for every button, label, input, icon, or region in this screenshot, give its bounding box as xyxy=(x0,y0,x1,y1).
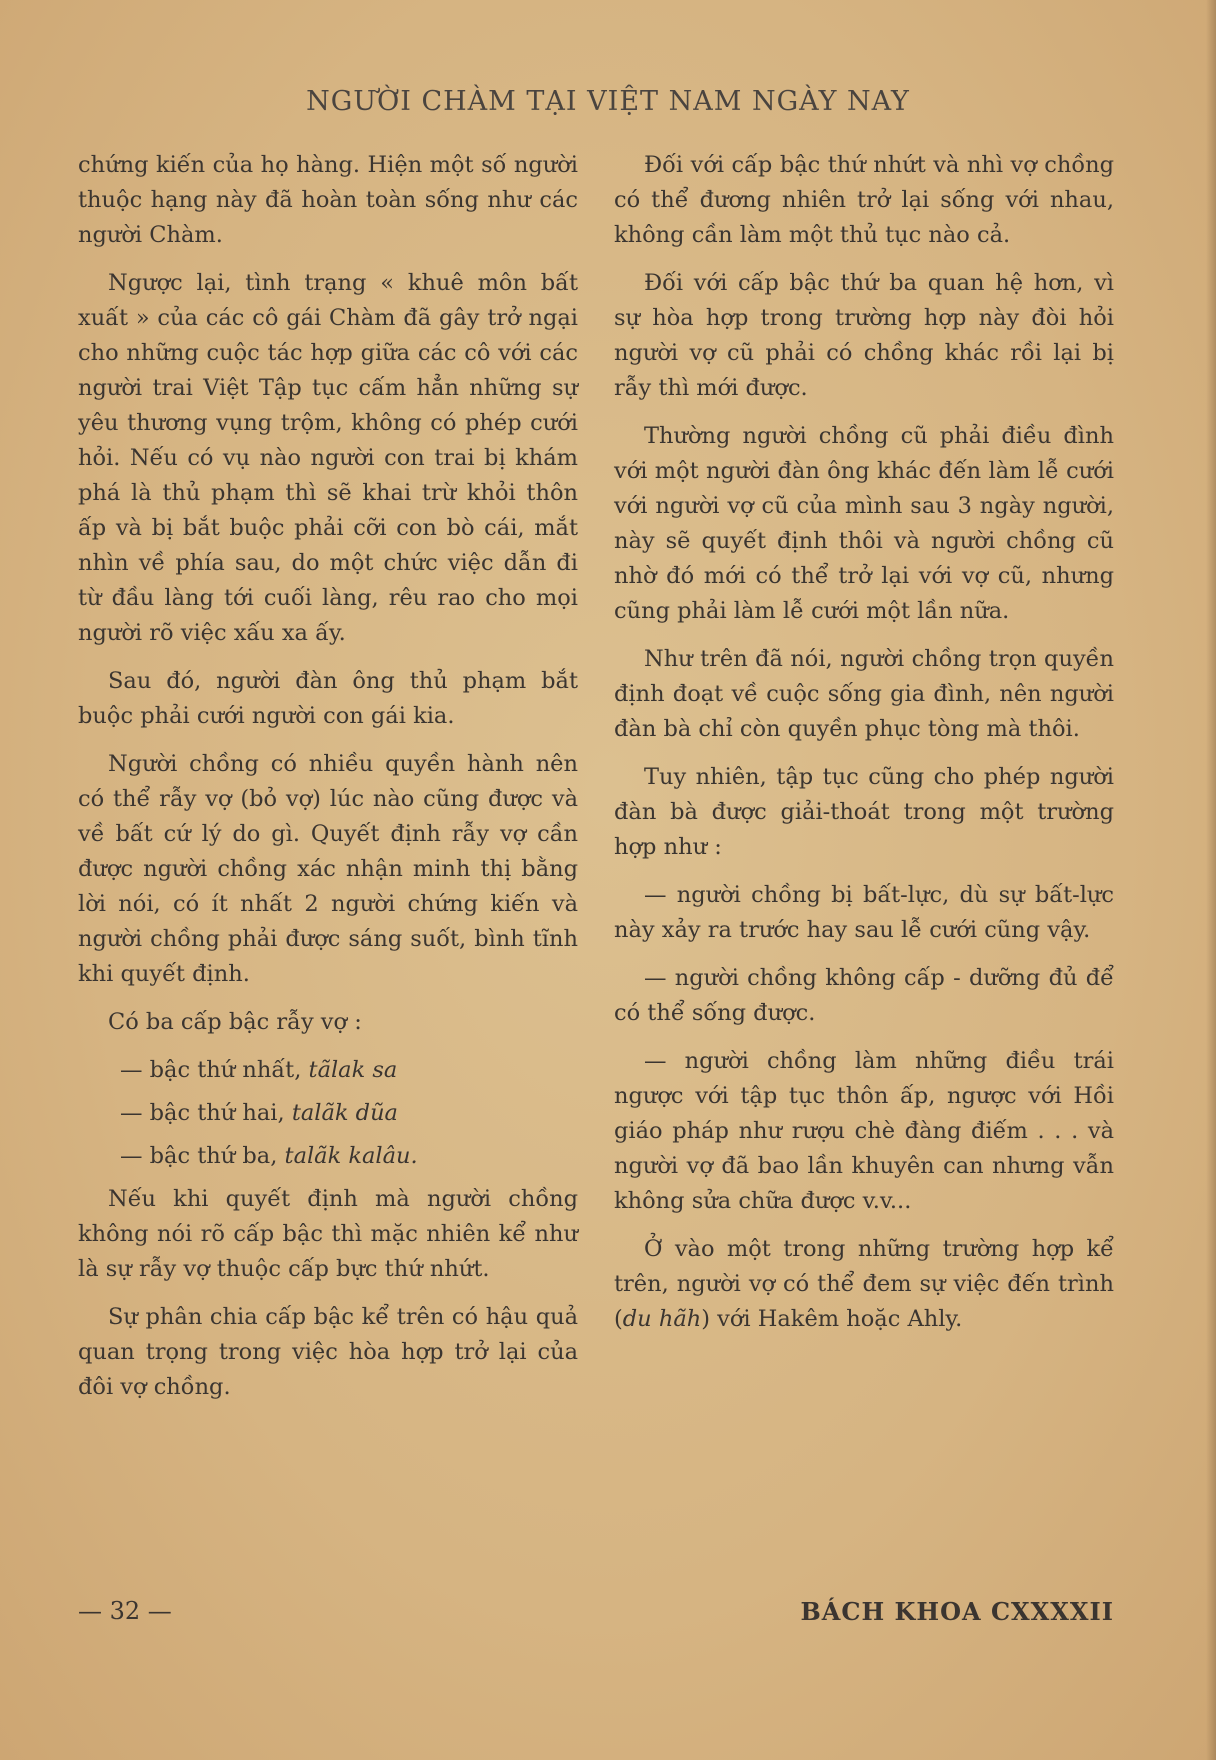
text-run: Ở vào một trong những trường hợp kể trên, người vợ có thể đem sự việc đến trình ( xyxy=(614,1236,1114,1332)
text-run: ) với Hakêm hoặc Ahly. xyxy=(701,1306,963,1332)
degree-term: talãk dũa xyxy=(291,1100,398,1126)
running-header: NGƯỜI CHÀM TẠI VIỆT NAM NGÀY NAY xyxy=(306,86,910,117)
paragraph: Sự phân chia cấp bậc kể trên có hậu quả quan trọng trong việc hòa hợp trở lại của đôi vợ chồng. xyxy=(78,1304,578,1400)
paragraph: Ngược lại, tình trạng « khuê môn bất xuất » của các cô gái Chàm đã gây trở ngại cho những cuộc tác hợp giữa các cô với các người trai Việt Tập tục cấm hẳn những sự yêu thương vụng trộm, không có phép cưới hỏi. Nếu có vụ nào người con trai bị khám phá là thủ phạm thì sẽ khai trừ khỏi thôn ấp và bị bắt buộc phải cỡi con bò cái, mắt nhìn về phía sau, do một chức việc dẫn đi từ đầu làng tới cuối làng, rêu rao cho mọi người rõ việc xấu xa ấy. xyxy=(78,270,578,646)
degree-term: tãlak sa xyxy=(308,1057,398,1083)
degree-item xyxy=(78,1053,578,1088)
paragraph: Nếu khi quyết định mà người chồng không nói rõ cấp bậc thì mặc nhiên kể như là sự rẫy vợ thuộc cấp bực thứ nhứt. xyxy=(78,1186,578,1282)
italic-term: du hãh xyxy=(622,1306,702,1332)
paragraph: Đối với cấp bậc thứ nhứt và nhì vợ chồng có thể đương nhiên trở lại sống với nhau, không cần làm một thủ tục nào cả. xyxy=(614,152,1114,248)
paragraph: Đối với cấp bậc thứ ba quan hệ hơn, vì sự hòa hợp trong trường hợp này đòi hỏi người vợ cũ phải có chồng khác rồi lại bị rẫy thì mới được. xyxy=(614,270,1114,401)
left-column xyxy=(78,148,578,1418)
paragraph xyxy=(614,1232,1114,1337)
paragraph: Tuy nhiên, tập tục cũng cho phép người đàn bà được giải-thoát trong một trường hợp như : xyxy=(614,764,1114,860)
paragraph: — người chồng làm những điều trái ngược với tập tục thôn ấp, ngược với Hồi giáo pháp như rượu chè đàng điếm . . . và người vợ đã bao lần khuyên can nhưng vẫn không sửa chữa được v.v... xyxy=(614,1048,1114,1214)
degree-label: — bậc thứ ba, xyxy=(120,1143,278,1169)
degree-label: — bậc thứ nhất, xyxy=(120,1057,302,1083)
paragraph: Như trên đã nói, người chồng trọn quyền định đoạt về cuộc sống gia đình, nên người đàn bà chỉ còn quyền phục tòng mà thôi. xyxy=(614,646,1114,742)
paragraph: chứng kiến của họ hàng. Hiện một số người thuộc hạng này đã hoàn toàn sống như các người Chàm. xyxy=(78,152,578,248)
degree-item xyxy=(78,1139,578,1174)
paragraph: — người chồng bị bất-lực, dù sự bất-lực này xảy ra trước hay sau lễ cưới cũng vậy. xyxy=(614,882,1114,943)
degree-label: — bậc thứ hai, xyxy=(120,1100,285,1126)
page-number: — 32 — xyxy=(78,1597,172,1625)
paragraph: Có ba cấp bậc rẫy vợ : xyxy=(108,1009,362,1035)
degree-term: talãk kalâu. xyxy=(284,1143,418,1169)
degree-item xyxy=(78,1096,578,1131)
right-column xyxy=(614,148,1114,1350)
paragraph: — người chồng không cấp - dưỡng đủ để có thể sống được. xyxy=(614,965,1114,1026)
paragraph: Người chồng có nhiều quyền hành nên có thể rẫy vợ (bỏ vợ) lúc nào cũng được và về bất cứ lý do gì. Quyết định rẫy vợ cần được người chồng xác nhận minh thị bằng lời nói, có ít nhất 2 người chứng kiến và người chồng phải được sáng suốt, bình tĩnh khi quyết định. xyxy=(78,751,578,987)
magazine-issue: BÁCH KHOA CXXXXII xyxy=(800,1597,1114,1626)
paragraph: Thường người chồng cũ phải điều đình với một người đàn ông khác đến làm lễ cưới với người vợ cũ của mình sau 3 ngày người, này sẽ quyết định thôi và người chồng cũ nhờ đó mới có thể trở lại với vợ cũ, nhưng cũng phải làm lễ cưới một lần nữa. xyxy=(614,423,1114,624)
paragraph: Sau đó, người đàn ông thủ phạm bắt buộc phải cưới người con gái kia. xyxy=(78,668,578,729)
